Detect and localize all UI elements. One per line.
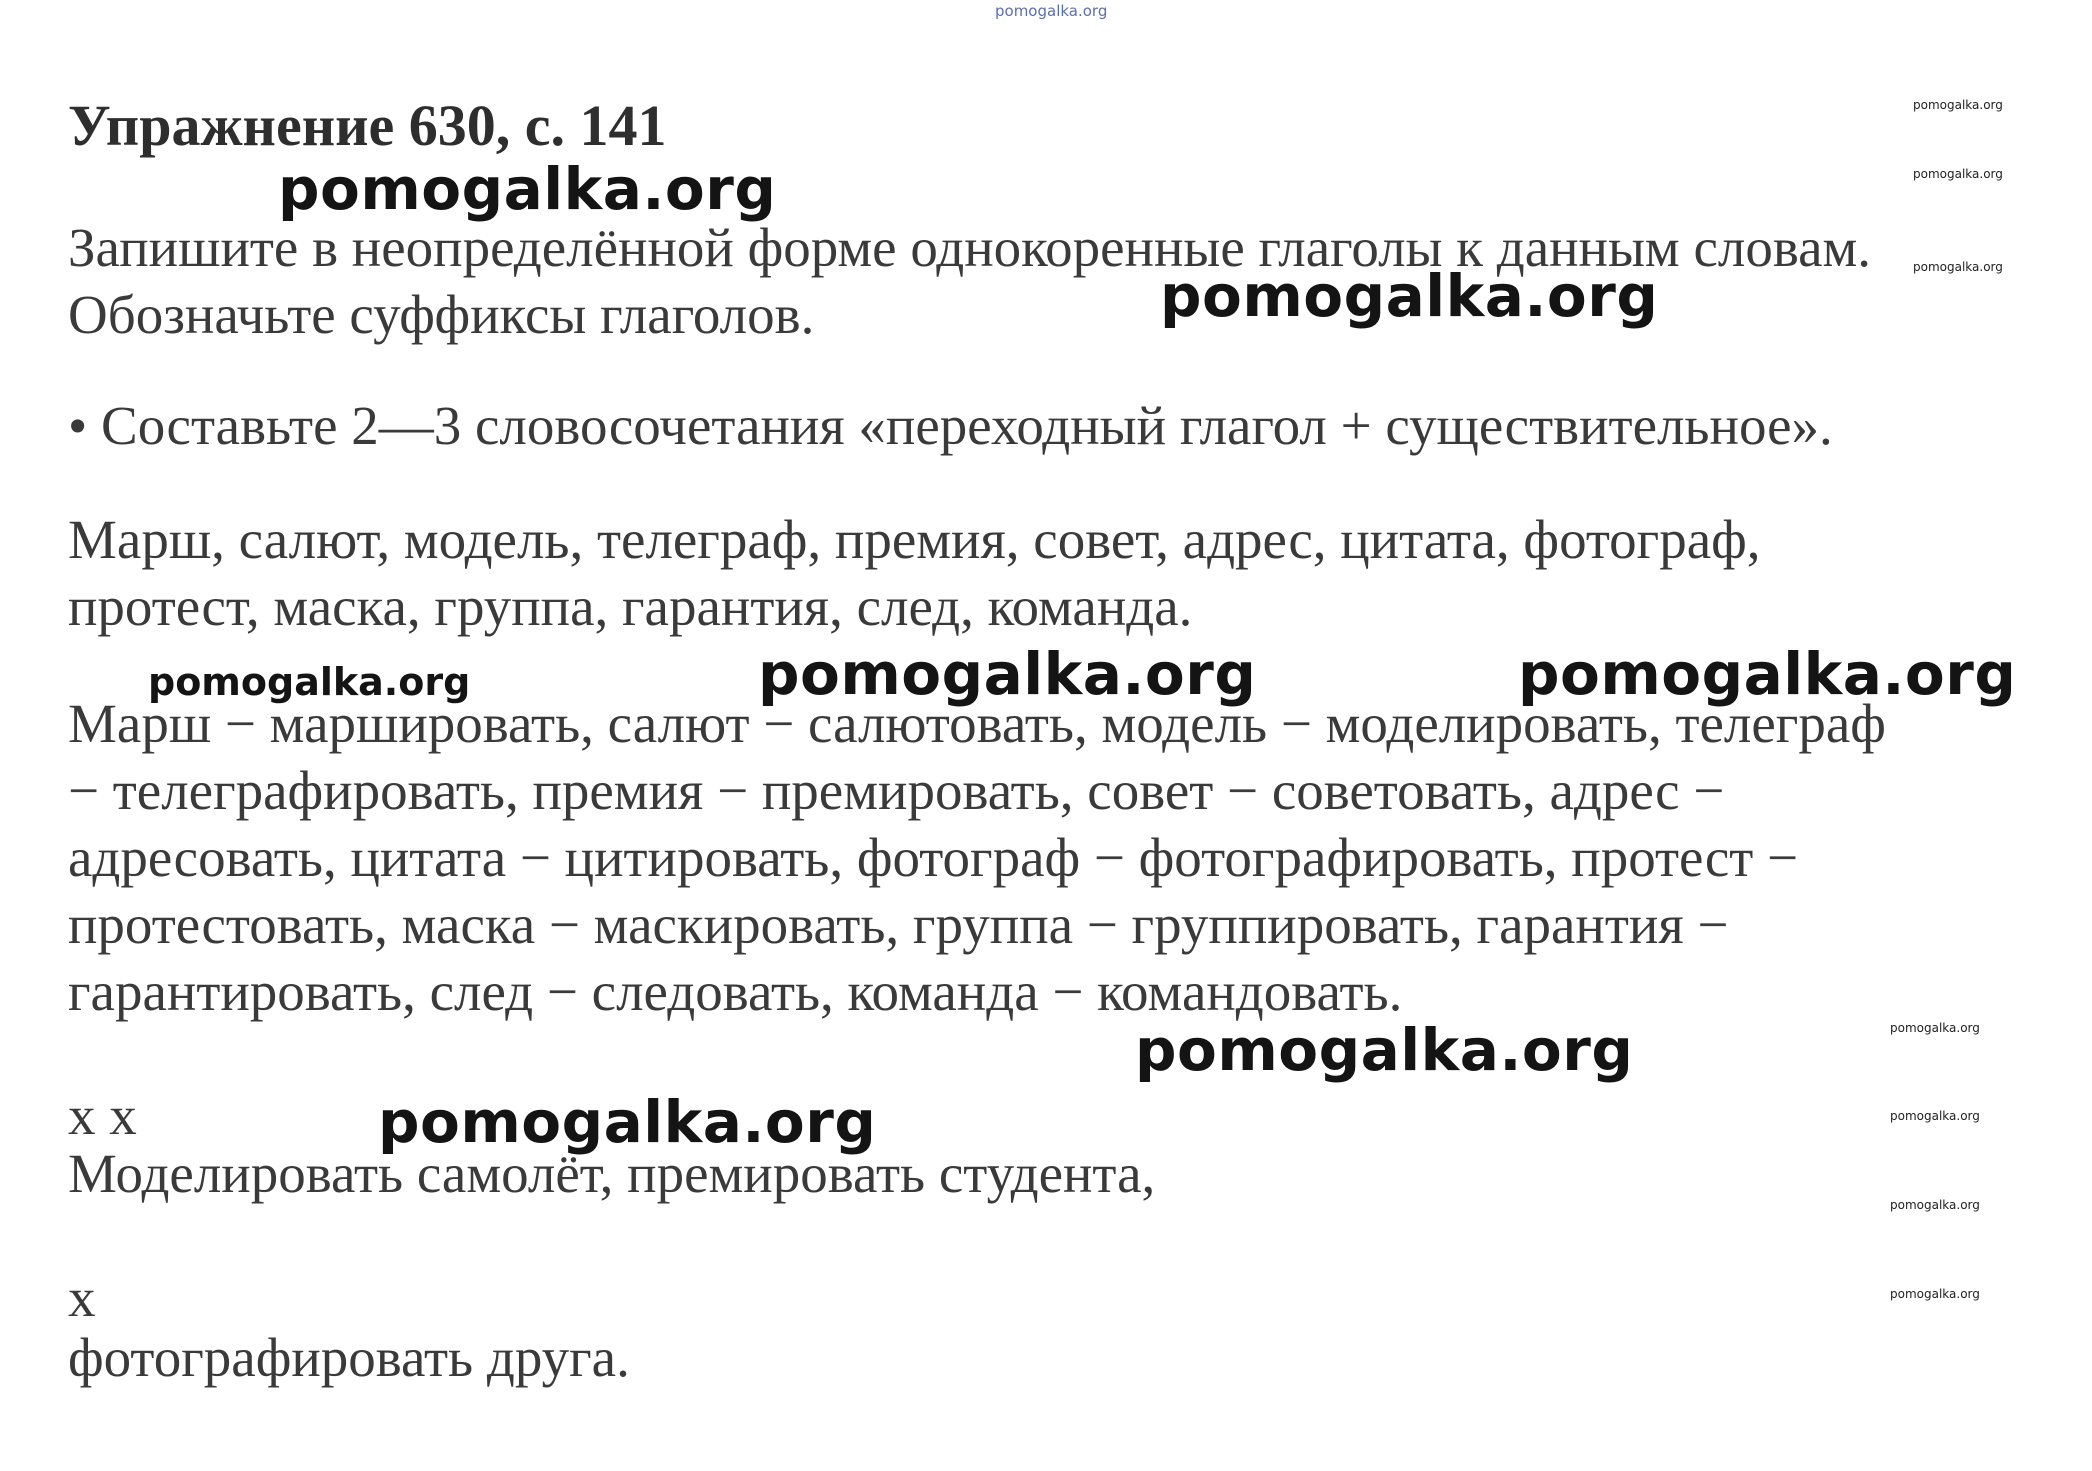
subtask: • Составьте 2—3 словосочетания «переходный глагол + существительное». bbox=[68, 395, 1833, 456]
exercise-title: Упражнение 630, с. 141 bbox=[68, 93, 667, 158]
watermark-small: pomogalka.org bbox=[1913, 98, 2003, 112]
word-list bbox=[68, 506, 1761, 640]
watermark-small: pomogalka.org bbox=[1890, 1021, 1980, 1035]
watermark-small: pomogalka.org bbox=[1913, 260, 2003, 274]
answer-text bbox=[68, 690, 1886, 1025]
answer-line: гарантировать, след − следовать, команда − командовать. bbox=[68, 961, 1403, 1022]
watermark-small: pomogalka.org bbox=[1913, 167, 2003, 181]
phrase-line-1: Моделировать самолёт, премировать студента, bbox=[68, 1143, 1156, 1204]
watermark-large: pomogalka.org bbox=[1135, 1016, 1634, 1084]
task-line: Запишите в неопределённой форме однокоренные глаголы к данным словам. bbox=[68, 217, 1872, 278]
watermark-small: pomogalka.org bbox=[1890, 1109, 1980, 1123]
watermark-large: pomogalka.org bbox=[1160, 262, 1659, 330]
answer-line: − телеграфировать, премия − премировать, совет − советовать, адрес − bbox=[68, 760, 1725, 821]
word-list-line: протест, маска, группа, гарантия, след, команда. bbox=[68, 576, 1193, 637]
watermark-medium: pomogalka.org bbox=[148, 660, 471, 704]
watermark-small: pomogalka.org bbox=[1890, 1287, 1980, 1301]
transitive-mark-2: x bbox=[68, 1267, 96, 1328]
word-list-line: Марш, салют, модель, телеграф, премия, совет, адрес, цитата, фотограф, bbox=[68, 509, 1761, 570]
answer-line: протестовать, маска − маскировать, группа − группировать, гарантия − bbox=[68, 894, 1729, 955]
watermark-large: pomogalka.org bbox=[1518, 640, 2017, 708]
answer-line: Марш − маршировать, салют − салютовать, модель − моделировать, телеграф bbox=[68, 693, 1886, 754]
watermark-large: pomogalka.org bbox=[278, 155, 777, 223]
phrase-line-2: фотографировать друга. bbox=[68, 1327, 630, 1388]
answer-line: адресовать, цитата − цитировать, фотограф − фотографировать, протест − bbox=[68, 827, 1799, 888]
watermark-large: pomogalka.org bbox=[378, 1088, 877, 1156]
header-watermark: pomogalka.org bbox=[995, 2, 1108, 20]
watermark-large: pomogalka.org bbox=[758, 640, 1257, 708]
watermark-small: pomogalka.org bbox=[1890, 1198, 1980, 1212]
transitive-mark-1: x x bbox=[68, 1085, 137, 1146]
task-line: Обозначьте суффиксы глаголов. bbox=[68, 284, 815, 345]
